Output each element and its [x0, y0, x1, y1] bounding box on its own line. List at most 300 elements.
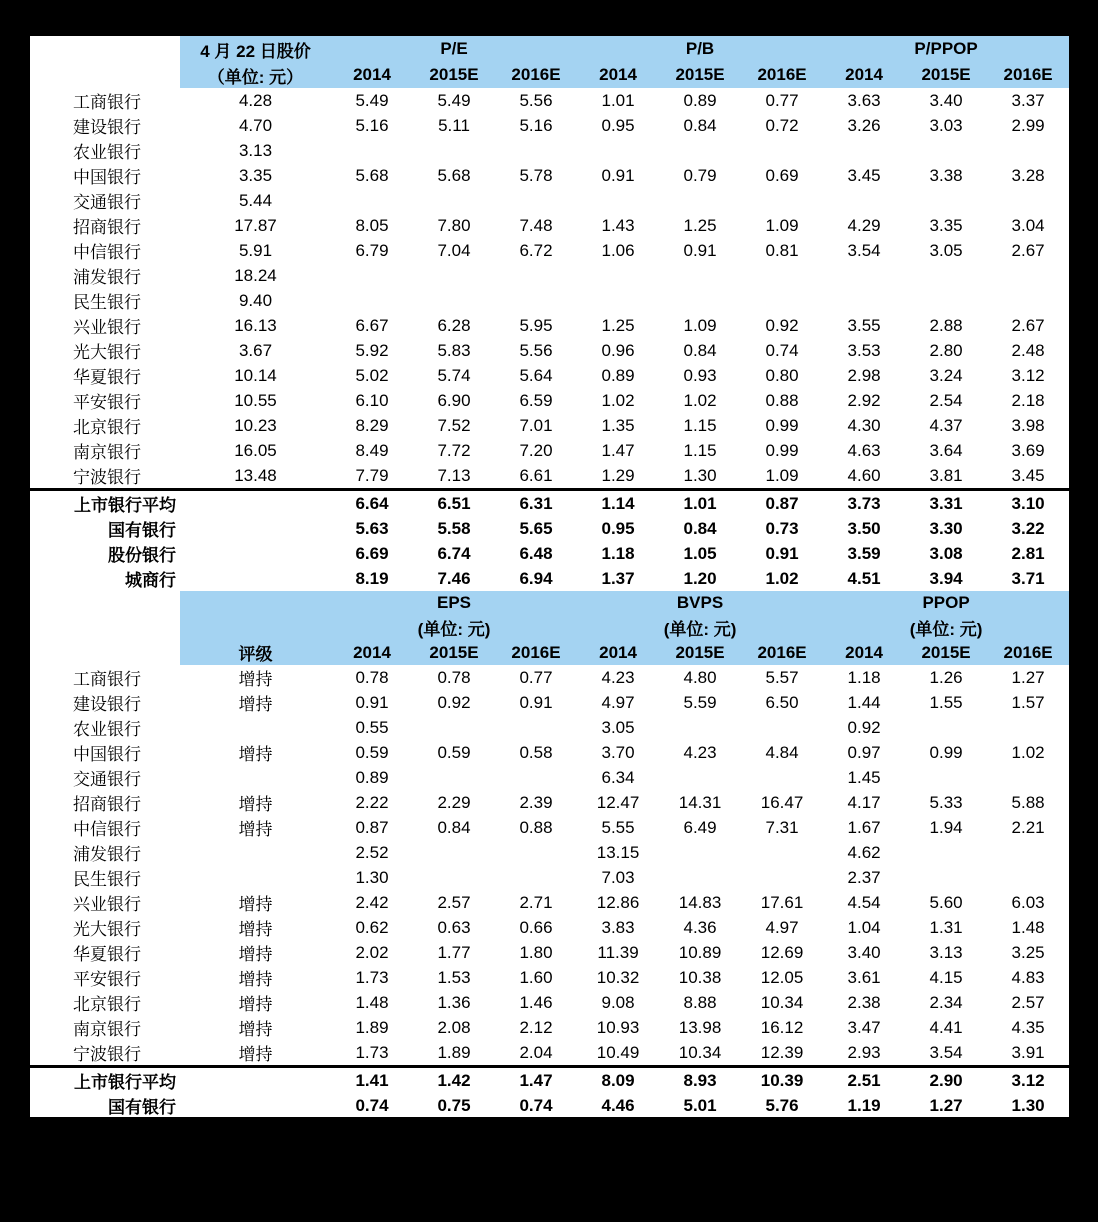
summary-row	[30, 516, 1069, 541]
table2-header	[30, 591, 1069, 665]
bank-row	[30, 765, 1069, 790]
ppop-value	[987, 840, 1069, 865]
ppop-value: 3.61	[847, 967, 881, 987]
bvps-value: 4.46	[601, 1095, 635, 1115]
group-label: 城商行	[125, 571, 176, 590]
pb-value: 0.91	[765, 543, 799, 563]
pe-value	[331, 263, 413, 288]
ppop-value: 2.37	[847, 867, 881, 887]
pppop-value: 4.63	[847, 440, 881, 460]
pb-value: 0.81	[765, 240, 799, 260]
bank-name: 兴业银行	[73, 318, 141, 337]
pppop-value	[987, 188, 1069, 213]
bvps-value: 8.88	[683, 992, 717, 1012]
pe-value	[495, 188, 577, 213]
pb-value: 1.02	[765, 568, 799, 588]
eps-value	[413, 715, 495, 740]
bvps-value: 13.15	[596, 842, 640, 862]
bvps-value	[741, 715, 823, 740]
summary-row	[30, 1143, 1069, 1168]
bvps-value: 10.38	[678, 967, 722, 987]
stock-price: 9.40	[238, 290, 273, 310]
ppop-value	[905, 715, 987, 740]
eps-value: 0.91	[355, 692, 389, 712]
bank-name: 民生银行	[73, 870, 141, 889]
eps-value: 0.91	[519, 692, 553, 712]
stock-price: 17.87	[234, 215, 277, 235]
pe-value: 5.49	[355, 90, 389, 110]
stock-price: 4.70	[238, 115, 273, 135]
summary-row	[30, 490, 1069, 517]
bank-row	[30, 338, 1069, 363]
bank-row	[30, 238, 1069, 263]
eps-value: 1.48	[355, 992, 389, 1012]
pppop-value: 3.81	[929, 465, 963, 485]
eps-value: 1.89	[437, 1042, 471, 1062]
eps-group-header: EPS	[331, 591, 577, 615]
blank-cell	[180, 1093, 331, 1118]
ppop-value: 2.21	[1011, 817, 1045, 837]
pppop-value: 2.81	[1011, 543, 1045, 563]
eps-value: 1.42	[413, 1067, 495, 1094]
bank-row	[30, 865, 1069, 890]
bank-row	[30, 690, 1069, 715]
pe-value: 6.64	[331, 490, 413, 517]
stock-price: 10.55	[234, 390, 277, 410]
pppop-value: 2.99	[1011, 115, 1045, 135]
ppop-value: 2.93	[847, 1042, 881, 1062]
year-header: 2016E	[741, 62, 823, 88]
bank-name: 平安银行	[73, 970, 141, 989]
eps-value: 1.78	[437, 1145, 471, 1165]
pe-value: 6.72	[519, 240, 553, 260]
pb-value: 1.35	[601, 415, 635, 435]
pe-value	[413, 138, 495, 163]
ppop-value: 1.27	[929, 1095, 963, 1115]
bvps-value: 13.98	[678, 1017, 722, 1037]
rating-header: 评级	[180, 640, 331, 665]
bank-name: 宁波银行	[73, 468, 141, 487]
pb-value	[577, 138, 659, 163]
bank-name: 建设银行	[73, 118, 141, 137]
bank-name: 交通银行	[73, 193, 141, 212]
ppop-value	[905, 765, 987, 790]
pe-value: 5.64	[519, 365, 553, 385]
blank-cell	[180, 541, 331, 566]
rating	[180, 865, 331, 890]
pe-value: 5.56	[519, 340, 553, 360]
bank-row	[30, 388, 1069, 413]
pb-value: 1.09	[765, 465, 799, 485]
pe-value: 5.78	[519, 165, 553, 185]
pb-value	[577, 288, 659, 313]
ppop-value: 1.48	[1011, 917, 1045, 937]
bank-name: 南京银行	[73, 1020, 141, 1039]
table1-header-row1	[30, 36, 1069, 62]
bvps-value: 4.84	[765, 742, 799, 762]
bank-name: 中国银行	[73, 745, 141, 764]
pppop-value	[823, 288, 905, 313]
bank-name: 兴业银行	[73, 895, 141, 914]
bvps-value	[659, 715, 741, 740]
bank-name: 中信银行	[73, 243, 141, 262]
pe-value	[495, 138, 577, 163]
pb-value: 1.43	[601, 215, 635, 235]
summary-row	[30, 1118, 1069, 1143]
pb-value	[659, 138, 741, 163]
ppop-value: 4.41	[929, 1017, 963, 1037]
eps-value: 0.75	[437, 1095, 471, 1115]
pb-value: 0.87	[741, 490, 823, 517]
pppop-value: 4.51	[847, 568, 881, 588]
summary-row	[30, 566, 1069, 591]
eps-value: 1.80	[519, 942, 553, 962]
pe-value: 8.19	[355, 568, 389, 588]
pb-value: 0.84	[683, 115, 717, 135]
ppop-value: 3.91	[1011, 1042, 1045, 1062]
pb-value: 1.47	[601, 440, 635, 460]
pe-value: 5.74	[437, 365, 471, 385]
ppop-value: 3.40	[847, 942, 881, 962]
stock-price: 3.67	[238, 340, 273, 360]
bvps-value	[741, 840, 823, 865]
year-header: 2014	[331, 640, 413, 665]
pe-value: 7.46	[437, 568, 471, 588]
eps-value	[413, 840, 495, 865]
year-header: 2016E	[741, 640, 823, 665]
pppop-value	[823, 188, 905, 213]
bvps-value	[659, 765, 741, 790]
pb-value: 1.02	[601, 390, 635, 410]
pppop-value: 4.29	[847, 215, 881, 235]
table2-bank-rows	[30, 665, 1069, 1067]
pb-value: 1.05	[683, 543, 717, 563]
bvps-value: 5.55	[601, 817, 635, 837]
year-header: 2015E	[413, 62, 495, 88]
pppop-value	[905, 188, 987, 213]
pppop-value	[905, 138, 987, 163]
bvps-value: 6.34	[601, 767, 635, 787]
bvps-value: 12.69	[760, 942, 804, 962]
valuation-sheet	[30, 33, 1069, 1219]
pe-value: 5.11	[438, 115, 470, 135]
pb-value	[741, 263, 823, 288]
pppop-group-header: P/PPOP	[823, 36, 1069, 62]
eps-value: 0.59	[437, 742, 471, 762]
eps-value: 1.91	[519, 1145, 553, 1165]
rating: 增持	[238, 895, 273, 914]
eps-value: 1.70	[355, 1145, 389, 1165]
ppop-value: 6.03	[1011, 892, 1045, 912]
bvps-value: 5.01	[683, 1095, 717, 1115]
pppop-value: 3.55	[847, 315, 881, 335]
pe-group-header: P/E	[331, 36, 577, 62]
pb-value: 1.25	[601, 315, 635, 335]
pe-value: 6.31	[495, 490, 577, 517]
bvps-value: 11.07	[679, 1145, 721, 1165]
blank-cell	[180, 516, 331, 541]
stock-price: 3.35	[238, 165, 273, 185]
bank-row	[30, 740, 1069, 765]
ppop-value: 1.02	[1011, 742, 1045, 762]
bvps-value	[741, 865, 823, 890]
rating	[180, 765, 331, 790]
bank-row	[30, 463, 1069, 490]
pe-value: 5.63	[355, 518, 389, 538]
bvps-value: 10.32	[596, 967, 640, 987]
table2-header-row3	[30, 640, 1069, 665]
pb-value	[659, 188, 741, 213]
pe-value	[413, 188, 495, 213]
bank-row	[30, 1015, 1069, 1040]
pe-value: 5.83	[437, 340, 471, 360]
bvps-group-header: BVPS	[577, 591, 823, 615]
bvps-value: 10.17	[596, 1145, 640, 1165]
pe-value	[495, 263, 577, 288]
ppop-value: 3.13	[929, 942, 963, 962]
pb-value: 0.79	[683, 165, 717, 185]
bank-name: 北京银行	[73, 418, 141, 437]
pppop-value: 3.71	[1011, 568, 1045, 588]
bvps-value: 14.83	[678, 892, 722, 912]
pppop-value: 3.40	[929, 90, 963, 110]
ppop-value: 1.31	[929, 917, 963, 937]
pe-value: 6.79	[355, 240, 389, 260]
eps-value: 1.41	[331, 1067, 413, 1094]
bvps-value: 7.03	[601, 867, 635, 887]
bank-row	[30, 363, 1069, 388]
pe-value: 6.67	[355, 315, 389, 335]
ppop-value: 3.72	[929, 1120, 963, 1140]
bank-row	[30, 88, 1069, 113]
pppop-value: 3.22	[1011, 518, 1045, 538]
group-label: 股份银行	[108, 1123, 176, 1142]
pppop-value: 3.03	[929, 115, 963, 135]
bank-name: 北京银行	[73, 995, 141, 1014]
bank-name: 招商银行	[73, 218, 141, 237]
bank-name: 华夏银行	[73, 368, 141, 387]
pe-value: 7.52	[437, 415, 471, 435]
pb-value: 1.09	[683, 315, 717, 335]
ppop-value: 3.18	[847, 1120, 881, 1140]
pe-value: 8.05	[355, 215, 389, 235]
corner-cell	[30, 62, 180, 88]
year-header: 2014	[577, 640, 659, 665]
eps-value	[495, 840, 577, 865]
pppop-value: 2.80	[929, 340, 963, 360]
bank-row	[30, 915, 1069, 940]
pb-value: 0.89	[683, 90, 717, 110]
pe-value: 6.69	[355, 543, 389, 563]
pe-value: 6.90	[437, 390, 471, 410]
year-header: 2016E	[987, 62, 1069, 88]
bank-row	[30, 890, 1069, 915]
pb-value: 0.99	[765, 415, 799, 435]
pppop-value: 3.08	[929, 543, 963, 563]
rating: 增持	[238, 945, 273, 964]
pe-value: 6.61	[519, 465, 553, 485]
bvps-value: 10.34	[760, 992, 804, 1012]
corner-cell	[30, 615, 180, 640]
table2-header-row2	[30, 615, 1069, 640]
ppop-value: 4.35	[1011, 1017, 1045, 1037]
pppop-value: 2.67	[1011, 315, 1045, 335]
bank-row	[30, 940, 1069, 965]
bank-name: 平安银行	[73, 393, 141, 412]
bvps-value: 10.49	[596, 1042, 640, 1062]
pppop-value: 3.45	[847, 165, 881, 185]
pb-value: 1.29	[601, 465, 635, 485]
pb-value: 0.89	[601, 365, 635, 385]
ppop-value: 4.54	[847, 892, 881, 912]
pppop-value: 3.04	[1011, 215, 1045, 235]
bvps-value	[659, 840, 741, 865]
table1-header	[30, 36, 1069, 88]
rating: 增持	[238, 1020, 273, 1039]
bank-row	[30, 163, 1069, 188]
bvps-value: 7.31	[765, 817, 799, 837]
pb-value: 0.95	[601, 115, 635, 135]
ppop-value	[905, 840, 987, 865]
pe-value: 5.68	[355, 165, 389, 185]
bvps-value: 4.36	[683, 917, 717, 937]
eps-value: 0.89	[355, 767, 389, 787]
eps-value: 1.71	[355, 1120, 389, 1140]
pppop-value: 3.28	[1011, 165, 1045, 185]
pppop-value: 4.37	[929, 415, 963, 435]
summary-row	[30, 1093, 1069, 1118]
bvps-value: 6.49	[683, 817, 717, 837]
ppop-value: 4.62	[847, 842, 881, 862]
pppop-value: 3.64	[929, 440, 963, 460]
group-label: 上市银行平均	[30, 490, 180, 517]
eps-value: 0.88	[519, 817, 553, 837]
bvps-value: 9.08	[601, 992, 635, 1012]
bvps-value: 5.76	[765, 1095, 799, 1115]
bank-row	[30, 138, 1069, 163]
pe-value: 6.74	[437, 543, 471, 563]
ppop-value: 3.47	[847, 1017, 881, 1037]
bvps-value: 3.83	[601, 917, 635, 937]
ppop-value: 4.83	[1011, 967, 1045, 987]
ppop-value: 1.57	[1011, 692, 1045, 712]
pb-value	[741, 138, 823, 163]
pe-value: 6.10	[355, 390, 389, 410]
pe-value	[413, 288, 495, 313]
eps-value: 1.76	[519, 1120, 553, 1140]
ppop-value	[987, 765, 1069, 790]
pe-value: 7.13	[437, 465, 471, 485]
pppop-value: 3.37	[1011, 90, 1045, 110]
pb-value	[577, 188, 659, 213]
bank-name: 工商银行	[73, 670, 141, 689]
pppop-value	[987, 263, 1069, 288]
pe-value: 7.79	[355, 465, 389, 485]
pppop-value: 3.54	[847, 240, 881, 260]
year-header: 2016E	[495, 640, 577, 665]
eps-value: 0.62	[355, 917, 389, 937]
pe-value	[331, 188, 413, 213]
pb-value: 1.25	[683, 215, 717, 235]
ppop-value	[987, 715, 1069, 740]
pppop-value	[987, 138, 1069, 163]
bank-name: 招商银行	[73, 795, 141, 814]
bank-name: 中信银行	[73, 820, 141, 839]
pppop-value	[905, 288, 987, 313]
pb-value: 0.73	[765, 518, 799, 538]
ppop-value: 0.97	[847, 742, 881, 762]
bvps-value: 10.34	[678, 1042, 722, 1062]
bank-row	[30, 815, 1069, 840]
pb-value: 1.14	[577, 490, 659, 517]
eps-value: 0.59	[355, 742, 389, 762]
pe-value: 6.48	[519, 543, 553, 563]
blank-cell	[180, 490, 331, 517]
pb-value: 0.99	[765, 440, 799, 460]
pppop-value	[987, 288, 1069, 313]
year-header: 2015E	[659, 62, 741, 88]
pb-value: 1.15	[683, 415, 717, 435]
eps-value: 1.36	[437, 992, 471, 1012]
ppop-value: 1.19	[847, 1095, 881, 1115]
table-footnotes	[30, 1168, 1069, 1222]
ppop-value: 2.51	[823, 1067, 905, 1094]
bank-name: 交通银行	[73, 770, 141, 789]
blank-cell	[180, 615, 331, 640]
blank-cell	[180, 1067, 331, 1094]
eps-value: 1.73	[355, 1042, 389, 1062]
bvps-value: 8.09	[577, 1067, 659, 1094]
eps-value: 1.77	[437, 942, 471, 962]
price-unit: （单位: 元）	[180, 62, 331, 88]
ppop-value: 3.43	[929, 1145, 963, 1165]
pppop-value: 4.30	[847, 415, 881, 435]
bank-row	[30, 263, 1069, 288]
eps-value: 2.22	[355, 792, 389, 812]
pppop-value: 2.54	[929, 390, 963, 410]
bank-row	[30, 965, 1069, 990]
eps-value: 1.47	[495, 1067, 577, 1094]
pb-value	[741, 288, 823, 313]
pe-value: 7.48	[519, 215, 553, 235]
pppop-value: 3.45	[1011, 465, 1045, 485]
pppop-value: 3.63	[847, 90, 881, 110]
ppop-value: 1.67	[847, 817, 881, 837]
pe-value: 8.29	[355, 415, 389, 435]
pppop-value: 3.26	[847, 115, 881, 135]
eps-value	[495, 765, 577, 790]
pppop-value: 2.18	[1011, 390, 1045, 410]
bvps-value: 12.05	[760, 967, 804, 987]
pb-value	[577, 263, 659, 288]
year-header: 2014	[823, 640, 905, 665]
pe-value: 5.16	[519, 115, 553, 135]
pb-value	[659, 288, 741, 313]
source-note: 资料来源: 公司年报、中报和季报（2014-2015 年），海通证券研究所	[40, 1176, 544, 1195]
stock-price: 13.48	[234, 465, 277, 485]
pppop-value: 3.10	[987, 490, 1069, 517]
pb-value: 1.01	[659, 490, 741, 517]
ppop-value: 2.90	[905, 1067, 987, 1094]
bvps-value: 6.50	[765, 692, 799, 712]
pb-value: 0.91	[683, 240, 717, 260]
bank-name: 华夏银行	[73, 945, 141, 964]
bvps-value: 4.23	[683, 742, 717, 762]
ppop-value: 1.94	[929, 817, 963, 837]
eps-value: 0.84	[437, 817, 471, 837]
eps-value	[495, 865, 577, 890]
pb-value: 0.92	[765, 315, 799, 335]
